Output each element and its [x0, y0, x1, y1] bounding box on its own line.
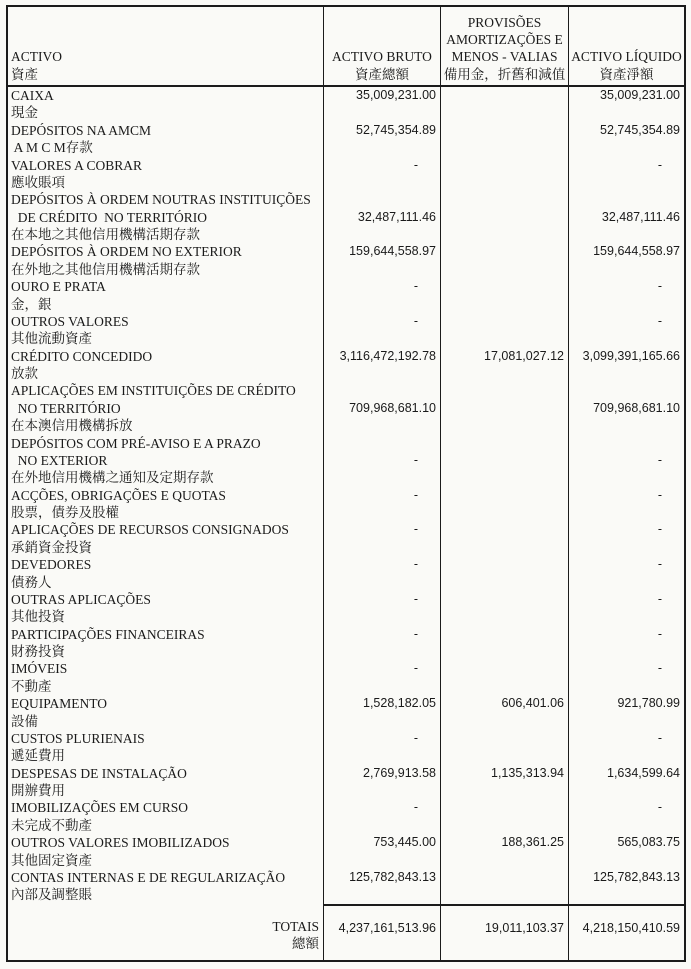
table-row	[8, 191, 684, 243]
item-label-cell	[8, 869, 324, 904]
gross-amount-cell	[324, 243, 441, 278]
header-activo-bruto-cn: 資產總額	[355, 66, 409, 82]
amount-value: 35,009,231.00	[600, 88, 680, 102]
amount-value: 52,745,354.89	[600, 122, 680, 137]
gross-amount-cell	[324, 435, 441, 487]
item-label-cn: 其他流動資產	[11, 331, 92, 347]
table-row	[8, 556, 684, 591]
header-provisoes-line2: AMORTIZAÇÕES E	[446, 31, 563, 47]
item-label-pt: OUTROS VALORES	[11, 313, 129, 329]
provisions-amount-cell	[441, 591, 569, 626]
item-label-pt: DEPÓSITOS NA AMCM	[11, 122, 152, 138]
provisions-amount-cell	[441, 243, 569, 278]
nil-dash-value: -	[657, 591, 662, 606]
amount-value: 32,487,111.46	[601, 209, 680, 224]
table-row	[8, 157, 684, 192]
item-label-pt: PARTICIPAÇÕES FINANCEIRAS	[11, 626, 205, 642]
nil-dash-value: -	[413, 522, 418, 537]
nil-dash-value: -	[413, 279, 418, 294]
item-label-cell	[8, 730, 324, 765]
item-label-cell	[8, 191, 324, 243]
item-label-cell	[8, 243, 324, 278]
table-body	[8, 87, 684, 904]
nil-dash-value: -	[657, 452, 662, 467]
net-amount-cell	[569, 869, 684, 904]
nil-dash-value: -	[657, 626, 662, 641]
item-label-pt: EQUIPAMENTO	[11, 696, 108, 712]
header-activo-liquido-pt: ACTIVO LÍQUIDO	[571, 49, 682, 65]
item-label-cell	[8, 157, 324, 192]
gross-amount-cell	[324, 869, 441, 904]
totals-row	[8, 904, 684, 960]
gross-amount-cell	[324, 695, 441, 730]
item-label-pt: DEPÓSITOS À ORDEM NO EXTERIOR	[11, 244, 242, 260]
item-label-cell	[8, 660, 324, 695]
nil-dash-value: -	[413, 661, 418, 676]
item-label-pt: VALORES A COBRAR	[11, 157, 143, 173]
provisions-amount-cell	[441, 382, 569, 434]
header-activo-cn: 資產	[11, 66, 38, 82]
gross-amount-cell	[324, 521, 441, 556]
item-label-cell	[8, 487, 324, 522]
item-label-cell	[8, 765, 324, 800]
item-label-cn: 在本地之其他信用機構活期存款	[11, 227, 200, 242]
totals-provisions-cell	[441, 904, 569, 960]
table-row	[8, 487, 684, 522]
nil-dash-value: -	[657, 157, 662, 172]
item-label-cell	[8, 382, 324, 434]
item-label-cn: 承銷資金投資	[11, 539, 92, 555]
nil-dash-value: -	[657, 557, 662, 572]
item-label-cn: 財務投資	[11, 644, 65, 659]
item-label-pt: CRÉDITO CONCEDIDO	[11, 348, 153, 364]
nil-dash-value: -	[413, 157, 418, 172]
item-label-pt: NO TERRITÓRIO	[11, 400, 121, 416]
item-label-cell	[8, 626, 324, 661]
amount-value: 1,634,599.64	[607, 765, 680, 780]
nil-dash-value: -	[413, 557, 418, 572]
table-row	[8, 435, 684, 487]
table-row	[8, 87, 684, 122]
net-amount-cell	[569, 487, 684, 522]
net-amount-cell	[569, 626, 684, 661]
net-amount-cell	[569, 191, 684, 243]
header-activo-liquido-cn: 資產淨額	[599, 66, 654, 82]
item-label-pt: IMOBILIZAÇÕES EM CURSO	[11, 800, 189, 816]
amount-value: 606,401.06	[501, 696, 564, 711]
header-activo-bruto-pt: ACTIVO BRUTO	[332, 49, 432, 65]
provisions-amount-cell	[441, 765, 569, 800]
gross-amount-cell	[324, 730, 441, 765]
header-provisoes-line1: PROVISÕES	[467, 14, 542, 30]
item-label-cn: 遞延費用	[11, 748, 65, 764]
item-label-cell	[8, 435, 324, 487]
table-row	[8, 382, 684, 434]
item-label-pt: DESPESAS DE INSTALAÇÃO	[11, 765, 187, 781]
provisions-amount-cell	[441, 869, 569, 904]
item-label-cn: 應收賬項	[11, 174, 65, 190]
gross-amount-cell	[324, 191, 441, 243]
gross-amount-cell	[324, 348, 441, 383]
net-amount-cell	[569, 660, 684, 695]
amount-value: 709,968,681.10	[593, 400, 680, 415]
header-cell-activo-liquido	[569, 7, 684, 85]
item-label-cn: 在本澳信用機構拆放	[11, 418, 133, 434]
gross-amount-cell	[324, 313, 441, 348]
item-label-pt: CAIXA	[11, 88, 54, 103]
nil-dash-value: -	[657, 279, 662, 294]
table-row	[8, 765, 684, 800]
net-amount-cell	[569, 521, 684, 556]
item-label-pt: APLICAÇÕES DE RECURSOS CONSIGNADOS	[11, 522, 289, 538]
nil-dash-value: -	[657, 730, 662, 745]
gross-amount-cell	[324, 382, 441, 434]
table-header-row	[8, 7, 684, 87]
nil-dash-value: -	[657, 313, 662, 328]
item-label-pt: DEPÓSITOS COM PRÉ-AVISO E A PRAZO	[11, 435, 261, 451]
provisions-amount-cell	[441, 191, 569, 243]
gross-amount-cell	[324, 626, 441, 661]
net-amount-cell	[569, 243, 684, 278]
table-row	[8, 834, 684, 869]
net-amount-cell	[569, 87, 684, 122]
amount-value: 159,644,558.97	[349, 244, 436, 259]
amount-value: 2,769,913.58	[363, 765, 436, 780]
item-label-pt: CUSTOS PLURIENAIS	[11, 730, 145, 746]
amount-value: 1,135,313.94	[491, 765, 564, 780]
table-row	[8, 626, 684, 661]
net-amount-cell	[569, 695, 684, 730]
header-cell-activo	[8, 7, 324, 85]
item-label-cn: 其他投資	[11, 609, 65, 625]
item-label-pt: OURO E PRATA	[11, 279, 106, 295]
gross-amount-cell	[324, 556, 441, 591]
item-label-cell	[8, 695, 324, 730]
table-row	[8, 799, 684, 834]
table-row	[8, 660, 684, 695]
amount-value: 709,968,681.10	[349, 400, 436, 415]
item-label-pt: OUTRAS APLICAÇÕES	[11, 591, 151, 607]
net-amount-cell	[569, 382, 684, 434]
provisions-amount-cell	[441, 626, 569, 661]
gross-amount-cell	[324, 278, 441, 313]
nil-dash-value: -	[657, 487, 662, 502]
gross-amount-cell	[324, 799, 441, 834]
provisions-amount-cell	[441, 799, 569, 834]
table-row	[8, 695, 684, 730]
table-row	[8, 869, 684, 904]
totals-provisions-value: 19,011,103.37	[484, 920, 564, 935]
amount-value: 52,745,354.89	[356, 122, 436, 137]
table-row	[8, 521, 684, 556]
net-amount-cell	[569, 556, 684, 591]
nil-dash-value: -	[413, 487, 418, 502]
net-amount-cell	[569, 799, 684, 834]
totals-net-value: 4,218,150,410.59	[582, 920, 680, 935]
header-provisoes-cn: 備用金，折舊和減值	[443, 66, 566, 82]
header-cell-activo-bruto	[324, 7, 441, 85]
item-label-cn: 現金	[11, 105, 38, 121]
item-label-pt: IMÓVEIS	[11, 661, 68, 677]
item-label-cn: 不動產	[11, 678, 52, 694]
item-label-pt: APLICAÇÕES EM INSTITUIÇÕES DE CRÉDITO	[11, 383, 296, 399]
amount-value: 753,445.00	[373, 835, 436, 850]
amount-value: 125,782,843.13	[349, 869, 436, 884]
amount-value: 35,009,231.00	[356, 88, 436, 102]
nil-dash-value: -	[657, 800, 662, 815]
totals-gross-cell	[324, 904, 441, 960]
item-label-cn: 開辦費用	[11, 783, 65, 798]
table-row	[8, 348, 684, 383]
provisions-amount-cell	[441, 157, 569, 192]
item-label-pt: DEVEDORES	[11, 557, 92, 573]
net-amount-cell	[569, 313, 684, 348]
provisions-amount-cell	[441, 122, 569, 157]
table-row	[8, 730, 684, 765]
provisions-amount-cell	[441, 834, 569, 869]
item-label-cell	[8, 278, 324, 313]
provisions-amount-cell	[441, 313, 569, 348]
item-label-cell	[8, 799, 324, 834]
provisions-amount-cell	[441, 278, 569, 313]
amount-value: 1,528,182.05	[363, 696, 436, 711]
gross-amount-cell	[324, 487, 441, 522]
amount-value: 159,644,558.97	[593, 244, 680, 259]
net-amount-cell	[569, 122, 684, 157]
item-label-cn: 在外地之其他信用機構活期存款	[11, 261, 200, 277]
amount-value: 921,780.99	[617, 696, 680, 711]
gross-amount-cell	[324, 834, 441, 869]
nil-dash-value: -	[413, 800, 418, 815]
net-amount-cell	[569, 730, 684, 765]
item-label-cell	[8, 122, 324, 157]
totals-gross-value: 4,237,161,513.96	[338, 920, 436, 935]
amount-value: 17,081,027.12	[484, 348, 564, 363]
item-label-pt: DEPÓSITOS À ORDEM NOUTRAS INSTITUIÇÕES	[11, 192, 311, 208]
item-label-cn: 放款	[11, 366, 38, 381]
item-label-cn: 債務人	[11, 574, 52, 590]
item-label-cell	[8, 348, 324, 383]
item-label-cell	[8, 591, 324, 626]
item-label-pt: ACÇÕES, OBRIGAÇÕES E QUOTAS	[11, 487, 226, 503]
amount-value: 188,361.25	[501, 835, 564, 850]
amount-value: 3,116,472,192.78	[339, 348, 436, 363]
item-label-cn: 內部及調整賬	[11, 887, 92, 903]
item-label-pt: DE CRÉDITO NO TERRITÓRIO	[11, 209, 207, 225]
net-amount-cell	[569, 435, 684, 487]
item-label-cell	[8, 556, 324, 591]
gross-amount-cell	[324, 122, 441, 157]
nil-dash-value: -	[413, 313, 418, 328]
net-amount-cell	[569, 348, 684, 383]
net-amount-cell	[569, 157, 684, 192]
item-label-pt: OUTROS VALORES IMOBILIZADOS	[11, 835, 230, 851]
nil-dash-value: -	[657, 661, 662, 676]
table-row	[8, 278, 684, 313]
gross-amount-cell	[324, 660, 441, 695]
provisions-amount-cell	[441, 521, 569, 556]
item-label-cell	[8, 313, 324, 348]
nil-dash-value: -	[413, 591, 418, 606]
gross-amount-cell	[324, 765, 441, 800]
item-label-pt: NO EXTERIOR	[11, 452, 108, 468]
gross-amount-cell	[324, 591, 441, 626]
provisions-amount-cell	[441, 660, 569, 695]
gross-amount-cell	[324, 157, 441, 192]
item-label-pt: CONTAS INTERNAS E DE REGULARIZAÇÃO	[11, 869, 286, 885]
provisions-amount-cell	[441, 556, 569, 591]
net-amount-cell	[569, 591, 684, 626]
item-label-cn: 其他固定資產	[11, 852, 92, 868]
net-amount-cell	[569, 834, 684, 869]
item-label-cell	[8, 834, 324, 869]
amount-value: 3,099,391,165.66	[582, 348, 680, 363]
provisions-amount-cell	[441, 348, 569, 383]
table-row	[8, 313, 684, 348]
totals-label-pt: TOTAIS	[272, 918, 319, 934]
assets-table	[6, 5, 686, 962]
item-label-cn: 設備	[11, 713, 38, 729]
amount-value: 32,487,111.46	[357, 209, 436, 224]
nil-dash-value: -	[413, 730, 418, 745]
item-label-cn: 未完成不動產	[11, 817, 92, 833]
item-label-cn: A M C M存款	[11, 140, 93, 156]
header-activo-pt: ACTIVO	[11, 49, 62, 65]
gross-amount-cell	[324, 87, 441, 122]
net-amount-cell	[569, 278, 684, 313]
totals-label-cell	[8, 904, 324, 960]
header-cell-provisoes	[441, 7, 569, 85]
provisions-amount-cell	[441, 435, 569, 487]
provisions-amount-cell	[441, 730, 569, 765]
provisions-amount-cell	[441, 487, 569, 522]
header-provisoes-line3: MENOS - VALIAS	[451, 49, 558, 65]
item-label-cn: 在外地信用機構之通知及定期存款	[11, 470, 214, 486]
totals-net-cell	[569, 904, 684, 960]
amount-value: 565,083.75	[617, 835, 680, 850]
provisions-amount-cell	[441, 87, 569, 122]
item-label-cell	[8, 521, 324, 556]
nil-dash-value: -	[413, 626, 418, 641]
item-label-cell	[8, 87, 324, 122]
nil-dash-value: -	[657, 522, 662, 537]
totals-label-cn: 總額	[292, 936, 319, 951]
provisions-amount-cell	[441, 695, 569, 730]
nil-dash-value: -	[413, 452, 418, 467]
item-label-cn: 股票，債券及股權	[11, 505, 119, 520]
table-row	[8, 243, 684, 278]
net-amount-cell	[569, 765, 684, 800]
amount-value: 125,782,843.13	[593, 869, 680, 884]
item-label-cn: 金，銀	[11, 296, 52, 312]
table-row	[8, 122, 684, 157]
table-row	[8, 591, 684, 626]
